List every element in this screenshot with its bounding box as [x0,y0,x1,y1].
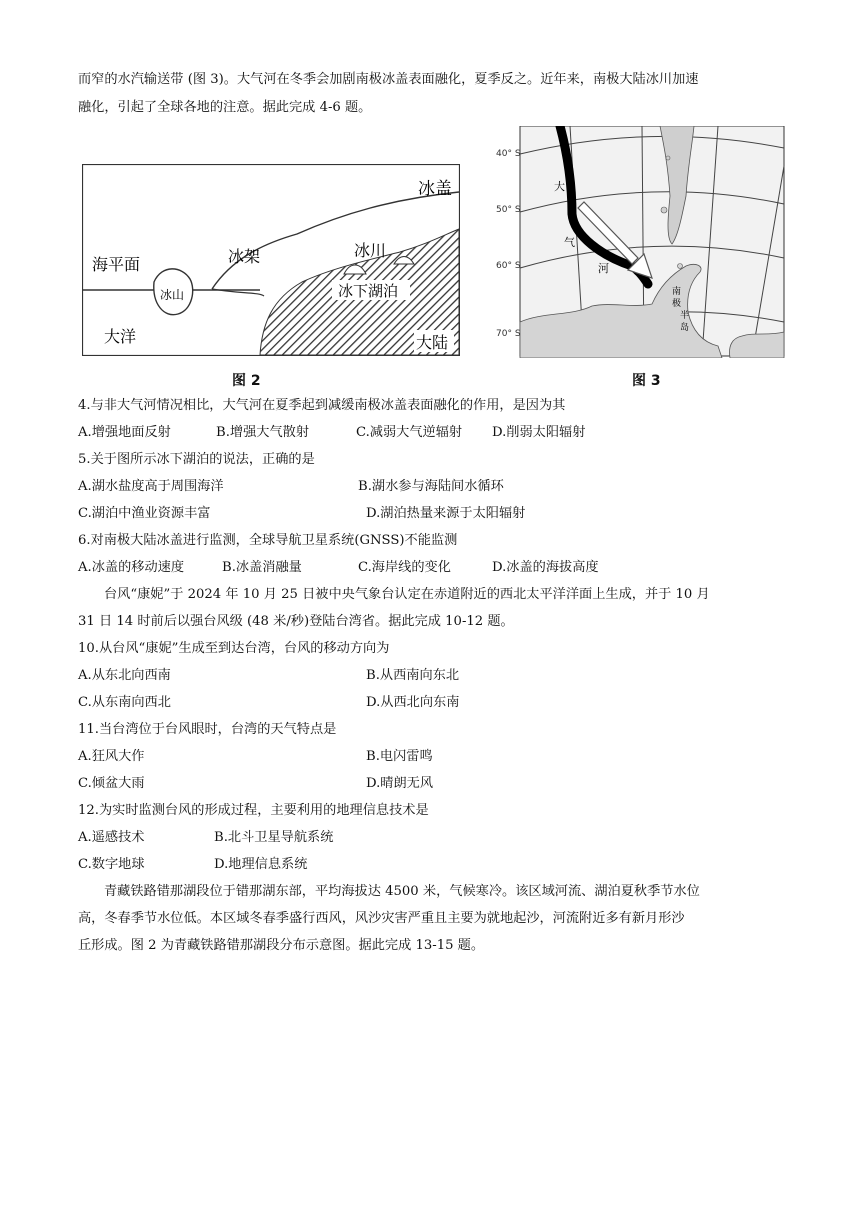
q6-option-a: A.冰盖的移动速度 [78,560,185,575]
q10-stem: 10.从台风“康妮”生成至到达台湾，台风的移动方向为 [78,641,390,656]
label-iceberg: 冰山 [160,288,185,302]
q6-option-b: B.冰盖消融量 [222,560,302,575]
peninsula-label-4: 岛 [680,323,690,333]
q4-option-a: A.增强地面反射 [78,425,171,440]
label-subglacial-lake: 冰下湖泊 [338,282,399,300]
intro-line-1: 而窄的水汽输送带 (图 3)。大气河在冬季会加剧南极冰盖表面融化，夏季反之。近年来，南极大陆冰川加速 [78,72,699,87]
q10-option-a: A.从东北向西南 [78,668,171,683]
railway-line-1: 青藏铁路错那湖段位于错那湖东部，平均海拔达 4500 米，气候寒冷。该区域河流、湖泊夏秋季节水位 [104,884,700,899]
q11-option-c: C.倾盆大雨 [78,776,145,791]
label-continent: 大陆 [416,333,449,352]
q11-option-a: A.狂风大作 [78,749,145,764]
q5-option-b: B.湖水参与海陆间水循环 [358,479,504,494]
q11-stem: 11.当台湾位于台风眼时，台湾的天气特点是 [78,722,337,737]
lat-label-60: 60° S [496,261,521,271]
q12-option-b: B.北斗卫星导航系统 [214,830,334,845]
q5-option-a: A.湖水盐度高于周围海洋 [78,479,224,494]
q12-option-d: D.地理信息系统 [214,857,308,872]
q4-option-d: D.削弱太阳辐射 [492,425,586,440]
figure-3-map [492,126,792,358]
river-label-2: 气 [564,236,575,249]
lat-label-70: 70° S [496,329,521,339]
figure-2-caption: 图 2 [232,373,261,389]
q4-stem: 4.与非大气河情况相比，大气河在夏季起到减缓南极冰盖表面融化的作用，是因为其 [78,398,566,413]
peninsula-label-1: 南 [672,287,682,297]
q6-stem: 6.对南极大陆冰盖进行监测，全球导航卫星系统(GNSS)不能监测 [78,533,458,548]
river-label-1: 大 [554,180,565,193]
figure-3-caption: 图 3 [632,373,661,389]
q10-option-b: B.从西南向东北 [366,668,460,683]
river-label-3: 河 [598,262,609,275]
lat-label-40: 40° S [496,149,521,159]
q5-option-d: D.湖泊热量来源于太阳辐射 [366,506,526,521]
q12-option-c: C.数字地球 [78,857,145,872]
typhoon-line-2: 31 日 14 时前后以强台风级 (48 米/秒)登陆台湾省。据此完成 10-12 题。 [78,614,514,629]
label-ice-sheet: 冰盖 [418,179,452,199]
peninsula-label-2: 极 [672,299,682,309]
intro-line-2: 融化，引起了全球各地的注意。据此完成 4-6 题。 [78,100,372,115]
q5-option-c: C.湖泊中渔业资源丰富 [78,506,211,521]
label-glacier: 冰川 [354,241,387,260]
q4-option-b: B.增强大气散射 [216,425,310,440]
railway-line-3: 丘形成。图 2 为青藏铁路错那湖段分布示意图。据此完成 13-15 题。 [78,938,485,953]
q10-option-c: C.从东南向西北 [78,695,171,710]
railway-line-2: 高，冬春季节水位低。本区域冬春季盛行西风，风沙灾害严重且主要为就地起沙，河流附近多有新月形沙 [78,911,685,926]
lat-label-50: 50° S [496,205,521,215]
q12-option-a: A.遥感技术 [78,830,145,845]
q6-option-d: D.冰盖的海拔高度 [492,560,599,575]
q5-stem: 5.关于图所示冰下湖泊的说法，正确的是 [78,452,315,467]
label-sea-level: 海平面 [92,255,141,274]
q4-option-c: C.减弱大气逆辐射 [356,425,463,440]
peninsula-label-3: 半 [680,311,690,321]
typhoon-line-1: 台风“康妮”于 2024 年 10 月 25 日被中央气象台认定在赤道附近的西北太平洋洋面上生成，并于 10 月 [104,587,710,602]
q6-option-c: C.海岸线的变化 [358,560,451,575]
q11-option-b: B.电闪雷鸣 [366,749,433,764]
q10-option-d: D.从西北向东南 [366,695,460,710]
figure-2-diagram [82,164,460,356]
label-ice-shelf: 冰架 [228,247,261,266]
q11-option-d: D.晴朗无风 [366,776,434,791]
label-ocean: 大洋 [104,327,137,346]
q12-stem: 12.为实时监测台风的形成过程，主要利用的地理信息技术是 [78,803,429,818]
